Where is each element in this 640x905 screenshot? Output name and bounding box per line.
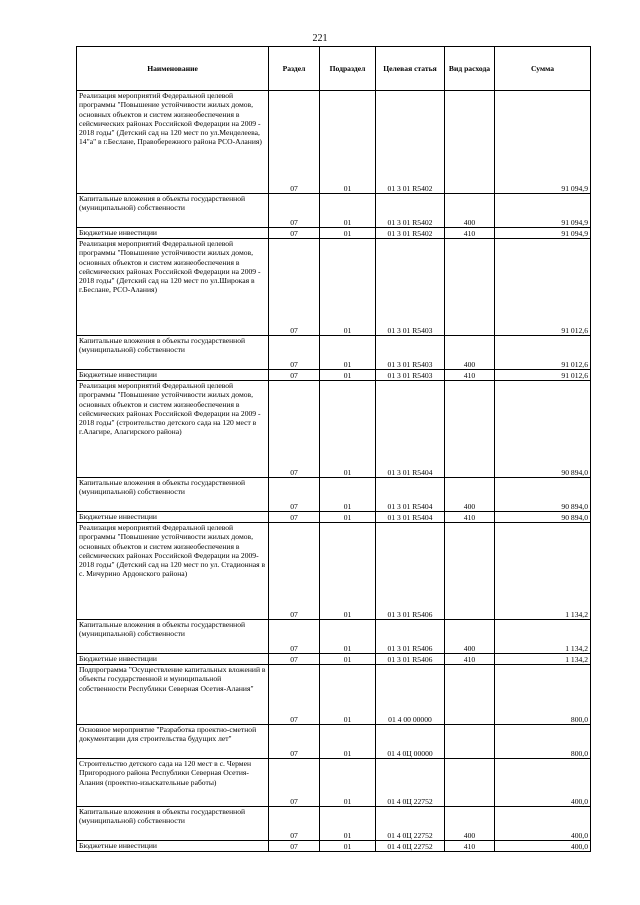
row-podrazdel: 01 [320, 725, 376, 759]
row-name: Капитальные вложения в объекты государственной (муниципальной) собственности [77, 620, 269, 654]
row-summa: 90 894,0 [495, 512, 591, 523]
row-podrazdel: 01 [320, 759, 376, 807]
row-podrazdel: 01 [320, 228, 376, 239]
row-celevaya-statya: 01 3 01 R5403 [376, 336, 445, 370]
row-celevaya-statya: 01 3 01 R5406 [376, 620, 445, 654]
row-razdel: 07 [269, 807, 320, 841]
row-razdel: 07 [269, 620, 320, 654]
row-celevaya-statya: 01 4 0Ц 22752 [376, 759, 445, 807]
row-razdel: 07 [269, 478, 320, 512]
row-summa: 800,0 [495, 665, 591, 725]
row-razdel: 07 [269, 336, 320, 370]
table-row [77, 228, 591, 239]
row-celevaya-statya: 01 3 01 R5402 [376, 228, 445, 239]
row-vid-rashoda: 410 [445, 841, 495, 852]
row-summa: 400,0 [495, 807, 591, 841]
row-podrazdel: 01 [320, 807, 376, 841]
row-summa: 1 134,2 [495, 654, 591, 665]
row-razdel: 07 [269, 239, 320, 336]
row-podrazdel: 01 [320, 841, 376, 852]
table-row [77, 807, 591, 841]
row-name: Бюджетные инвестиции [77, 228, 269, 239]
row-name: Капитальные вложения в объекты государственной (муниципальной) собственности [77, 194, 269, 228]
row-name: Строительство детского сада на 120 мест в с. Чермен Пригородного района Республики Северная Осетия-Алания (проектно-изыскательные работы) [77, 759, 269, 807]
table-row [77, 665, 591, 725]
row-name: Бюджетные инвестиции [77, 841, 269, 852]
budget-table [76, 46, 591, 852]
row-summa: 91 012,6 [495, 370, 591, 381]
row-podrazdel: 01 [320, 194, 376, 228]
table-row [77, 654, 591, 665]
row-razdel: 07 [269, 512, 320, 523]
row-summa: 1 134,2 [495, 620, 591, 654]
row-name: Бюджетные инвестиции [77, 512, 269, 523]
row-summa: 400,0 [495, 841, 591, 852]
table-row [77, 239, 591, 336]
row-podrazdel: 01 [320, 523, 376, 620]
table-row [77, 523, 591, 620]
column-header-razdel: Раздел [269, 47, 320, 91]
table-row [77, 381, 591, 478]
row-vid-rashoda [445, 91, 495, 194]
row-podrazdel: 01 [320, 512, 376, 523]
row-razdel: 07 [269, 665, 320, 725]
row-razdel: 07 [269, 194, 320, 228]
row-summa: 90 894,0 [495, 478, 591, 512]
column-header-name: Наименование [77, 47, 269, 91]
row-celevaya-statya: 01 3 01 R5404 [376, 478, 445, 512]
column-header-vid: Вид расхода [445, 47, 495, 91]
row-name: Реализация мероприятий Федеральной целевой программы "Повышение устойчивости жилых домов, основных объектов и систем жизнеобеспечения в сейсмических районах Российской Федерации на 2009 - 2018 годы" (Детский сад на 120 мест по ул.Широкая в г.Беслане, РСО-Алания) [77, 239, 269, 336]
row-name: Бюджетные инвестиции [77, 654, 269, 665]
row-vid-rashoda: 400 [445, 620, 495, 654]
row-celevaya-statya: 01 3 01 R5404 [376, 381, 445, 478]
table-row [77, 91, 591, 194]
row-celevaya-statya: 01 4 0Ц 22752 [376, 807, 445, 841]
row-razdel: 07 [269, 523, 320, 620]
row-celevaya-statya: 01 3 01 R5404 [376, 512, 445, 523]
row-summa: 91 094,9 [495, 91, 591, 194]
row-razdel: 07 [269, 759, 320, 807]
row-name: Реализация мероприятий Федеральной целевой программы "Повышение устойчивости жилых домов, основных объектов и систем жизнеобеспечения в сейсмических районах Российской Федерации на 2009-2018 годы" (Детский сад на 120 мест по ул. Стадионная в с. Мичурино Ардонского района) [77, 523, 269, 620]
row-vid-rashoda [445, 665, 495, 725]
row-podrazdel: 01 [320, 654, 376, 665]
row-podrazdel: 01 [320, 370, 376, 381]
row-celevaya-statya: 01 4 0Ц 22752 [376, 841, 445, 852]
table-row [77, 336, 591, 370]
row-celevaya-statya: 01 4 0Ц 00000 [376, 725, 445, 759]
row-razdel: 07 [269, 91, 320, 194]
row-podrazdel: 01 [320, 239, 376, 336]
row-podrazdel: 01 [320, 620, 376, 654]
row-vid-rashoda [445, 239, 495, 336]
row-razdel: 07 [269, 725, 320, 759]
row-vid-rashoda: 410 [445, 654, 495, 665]
row-podrazdel: 01 [320, 336, 376, 370]
row-razdel: 07 [269, 654, 320, 665]
row-summa: 1 134,2 [495, 523, 591, 620]
table-row [77, 370, 591, 381]
row-summa: 91 094,9 [495, 194, 591, 228]
row-razdel: 07 [269, 841, 320, 852]
row-name: Основное мероприятие "Разработка проектно-сметной документации для строительства будущих лет" [77, 725, 269, 759]
table-row [77, 478, 591, 512]
row-summa: 400,0 [495, 759, 591, 807]
row-vid-rashoda [445, 725, 495, 759]
row-summa: 90 894,0 [495, 381, 591, 478]
row-celevaya-statya: 01 3 01 R5403 [376, 370, 445, 381]
table-row [77, 620, 591, 654]
row-vid-rashoda [445, 381, 495, 478]
column-header-podrazdel: Подраздел [320, 47, 376, 91]
row-vid-rashoda [445, 759, 495, 807]
table-row [77, 512, 591, 523]
row-podrazdel: 01 [320, 381, 376, 478]
row-name: Бюджетные инвестиции [77, 370, 269, 381]
table-row [77, 841, 591, 852]
row-podrazdel: 01 [320, 665, 376, 725]
row-vid-rashoda: 400 [445, 807, 495, 841]
row-name: Подпрограмма "Осуществление капитальных вложений в объекты государственной и муниципальной собственности Республики Северная Осетия-Алания" [77, 665, 269, 725]
column-header-celevaya: Целевая статья [376, 47, 445, 91]
table-row [77, 759, 591, 807]
page-number: 221 [312, 33, 328, 44]
row-name: Реализация мероприятий Федеральной целевой программы "Повышение устойчивости жилых домов, основных объектов и систем жизнеобеспечения в сейсмических районах Российской Федерации на 2009 - 2018 годы" (Детский сад на 120 мест по ул.Менделеева, 14"а" в г.Беслане, Правобережного района РСО-Алания) [77, 91, 269, 194]
table-row [77, 725, 591, 759]
table-header-row [77, 47, 591, 91]
row-razdel: 07 [269, 381, 320, 478]
row-name: Реализация мероприятий Федеральной целевой программы "Повышение устойчивости жилых домов, основных объектов и систем жизнеобеспечения в сейсмических районах Российской Федерации на 2009 - 2018 годы" (строительство детского сада на 120 мест в г.Алагире, Алагирского района) [77, 381, 269, 478]
row-vid-rashoda: 410 [445, 512, 495, 523]
row-celevaya-statya: 01 3 01 R5402 [376, 91, 445, 194]
row-name: Капитальные вложения в объекты государственной (муниципальной) собственности [77, 478, 269, 512]
row-podrazdel: 01 [320, 91, 376, 194]
table-row [77, 194, 591, 228]
row-vid-rashoda [445, 523, 495, 620]
row-summa: 800,0 [495, 725, 591, 759]
row-razdel: 07 [269, 370, 320, 381]
row-summa: 91 012,6 [495, 239, 591, 336]
row-vid-rashoda: 400 [445, 336, 495, 370]
row-vid-rashoda: 400 [445, 194, 495, 228]
row-razdel: 07 [269, 228, 320, 239]
row-celevaya-statya: 01 3 01 R5402 [376, 194, 445, 228]
row-name: Капитальные вложения в объекты государственной (муниципальной) собственности [77, 807, 269, 841]
row-celevaya-statya: 01 4 00 00000 [376, 665, 445, 725]
row-celevaya-statya: 01 3 01 R5406 [376, 523, 445, 620]
row-vid-rashoda: 410 [445, 228, 495, 239]
column-header-summa: Сумма [495, 47, 591, 91]
row-podrazdel: 01 [320, 478, 376, 512]
row-celevaya-statya: 01 3 01 R5403 [376, 239, 445, 336]
row-summa: 91 012,6 [495, 336, 591, 370]
row-vid-rashoda: 410 [445, 370, 495, 381]
row-vid-rashoda: 400 [445, 478, 495, 512]
row-celevaya-statya: 01 3 01 R5406 [376, 654, 445, 665]
row-name: Капитальные вложения в объекты государственной (муниципальной) собственности [77, 336, 269, 370]
row-summa: 91 094,9 [495, 228, 591, 239]
table-body [77, 91, 591, 852]
